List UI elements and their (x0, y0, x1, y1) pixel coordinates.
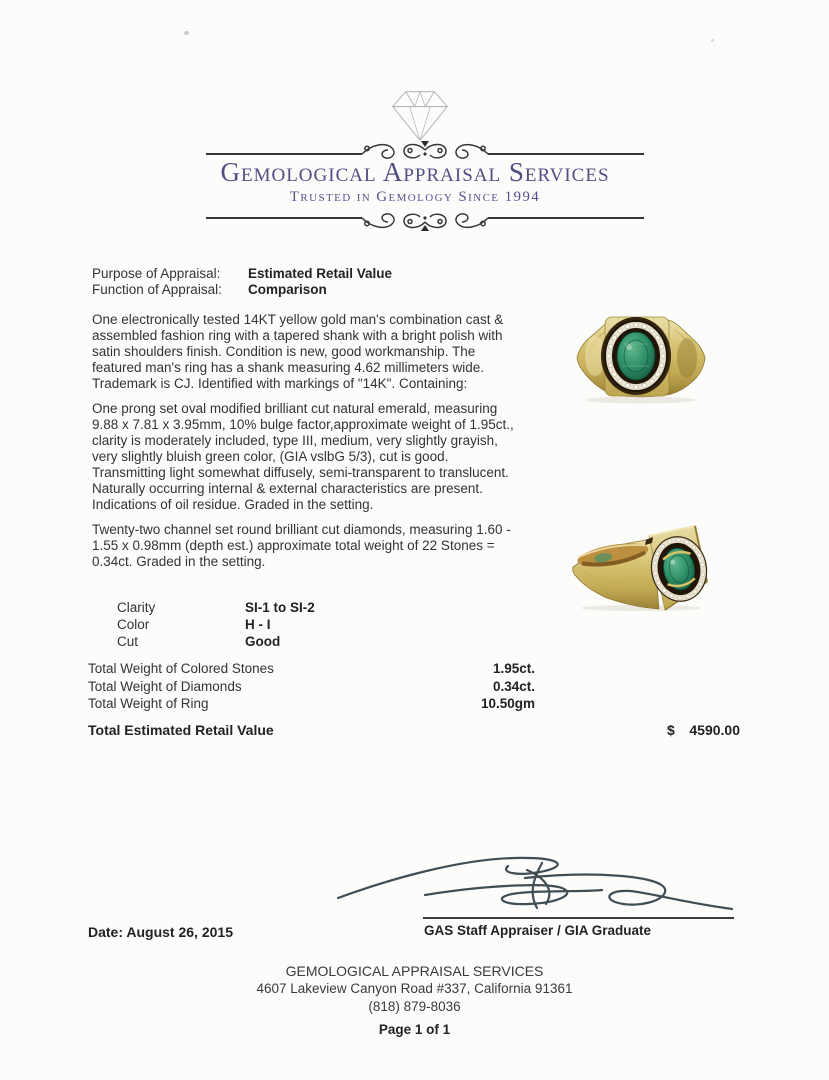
appraisal-date: Date: August 26, 2015 (88, 924, 233, 940)
currency-symbol: $ (667, 722, 675, 738)
retail-amount (667, 722, 740, 738)
retail-value-label: Total Estimated Retail Value (88, 722, 274, 738)
purpose-row (92, 266, 392, 282)
colored-stones-value: 1.95ct. (492, 661, 535, 676)
ring-weight-value: 10.50gm (480, 696, 535, 711)
page-indicator: Page 1 of 1 (378, 1022, 451, 1037)
appraisal-meta (92, 266, 392, 298)
footer (0, 962, 829, 1039)
function-value: Comparison (248, 282, 327, 297)
retail-amount-value: 4590.00 (689, 722, 740, 738)
color-value: H - I (245, 617, 271, 632)
diamonds-weight-label: Total Weight of Diamonds (88, 678, 242, 694)
colored-stones-label: Total Weight of Colored Stones (88, 661, 274, 676)
scan-speck (184, 31, 189, 35)
grade-row-cut (117, 633, 315, 650)
cut-label: Cut (117, 634, 139, 649)
flourish-divider-icon (206, 206, 644, 232)
purpose-value: Estimated Retail Value (248, 266, 393, 281)
signer-title: GAS Staff Appraiser / GIA Graduate (424, 923, 652, 938)
grade-row-clarity (117, 599, 315, 616)
brand-name: Gemological Appraisal Services (220, 157, 610, 187)
footer-address: 4607 Lakeview Canyon Road #337, California 91361 (256, 981, 573, 996)
ring-photo-side (571, 519, 709, 611)
signature-line (423, 917, 734, 919)
clarity-value: SI-1 to SI-2 (245, 600, 315, 615)
footer-phone: (818) 879-8036 (368, 999, 461, 1014)
diamond-outline-icon (381, 86, 459, 144)
description-paragraph-diamonds: Twenty-two channel set round brilliant cut diamonds, measuring 1.60 - 1.55 x 0.98mm (depth est.) approximate total weight of 22 Stones = 0.34ct. Graded in the setting. (92, 522, 511, 569)
item-description (92, 312, 516, 579)
diamond-grades-table (117, 599, 315, 650)
grade-row-color (117, 616, 315, 633)
description-paragraph-emerald: One prong set oval modified brilliant cut natural emerald, measuring 9.88 x 7.81 x 3.95mm, 10% bulge factor,approximate weight of 1.95ct., clarity is moderately included, type III, medium, very slightly grayish, very slightly bluish green color, (GIA vslbG 5/3), cut is good. Transmitting light somewhat diffusely, semi-transparent to translucent. Naturally occurring internal & external characteristics are present. Indications of oil residue. Graded in the setting. (92, 401, 514, 512)
color-label: Color (117, 617, 150, 632)
signature-scribble (330, 851, 740, 926)
total-row-diamonds (88, 678, 535, 696)
purpose-label: Purpose of Appraisal: (92, 266, 221, 281)
ring-photo-front (573, 314, 709, 404)
cut-value: Good (245, 634, 281, 649)
weights-table (88, 660, 535, 713)
total-row-ring (88, 695, 535, 713)
ring-weight-label: Total Weight of Ring (88, 696, 209, 711)
retail-value-row (88, 722, 748, 738)
brand-tagline: Trusted in Gemology Since 1994 (289, 189, 541, 205)
footer-company: GEMOLOGICAL APPRAISAL SERVICES (285, 963, 544, 979)
total-row-colored-stones (88, 660, 535, 678)
diamonds-weight-value: 0.34ct. (492, 678, 535, 694)
clarity-label: Clarity (117, 600, 156, 615)
description-paragraph-ring: One electronically tested 14KT yellow gold man's combination cast & assembled fashion ring with a tapered shank with a bright polish with satin shoulders finish. Condition is new, good workmanship. The featured man's ring has a shank measuring 4.62 millimeters wide. Trademark is CJ. Identified with markings of "14K". Containing: (92, 312, 504, 391)
function-label: Function of Appraisal: (92, 282, 222, 297)
function-row (92, 282, 392, 298)
scan-speck (711, 39, 714, 42)
